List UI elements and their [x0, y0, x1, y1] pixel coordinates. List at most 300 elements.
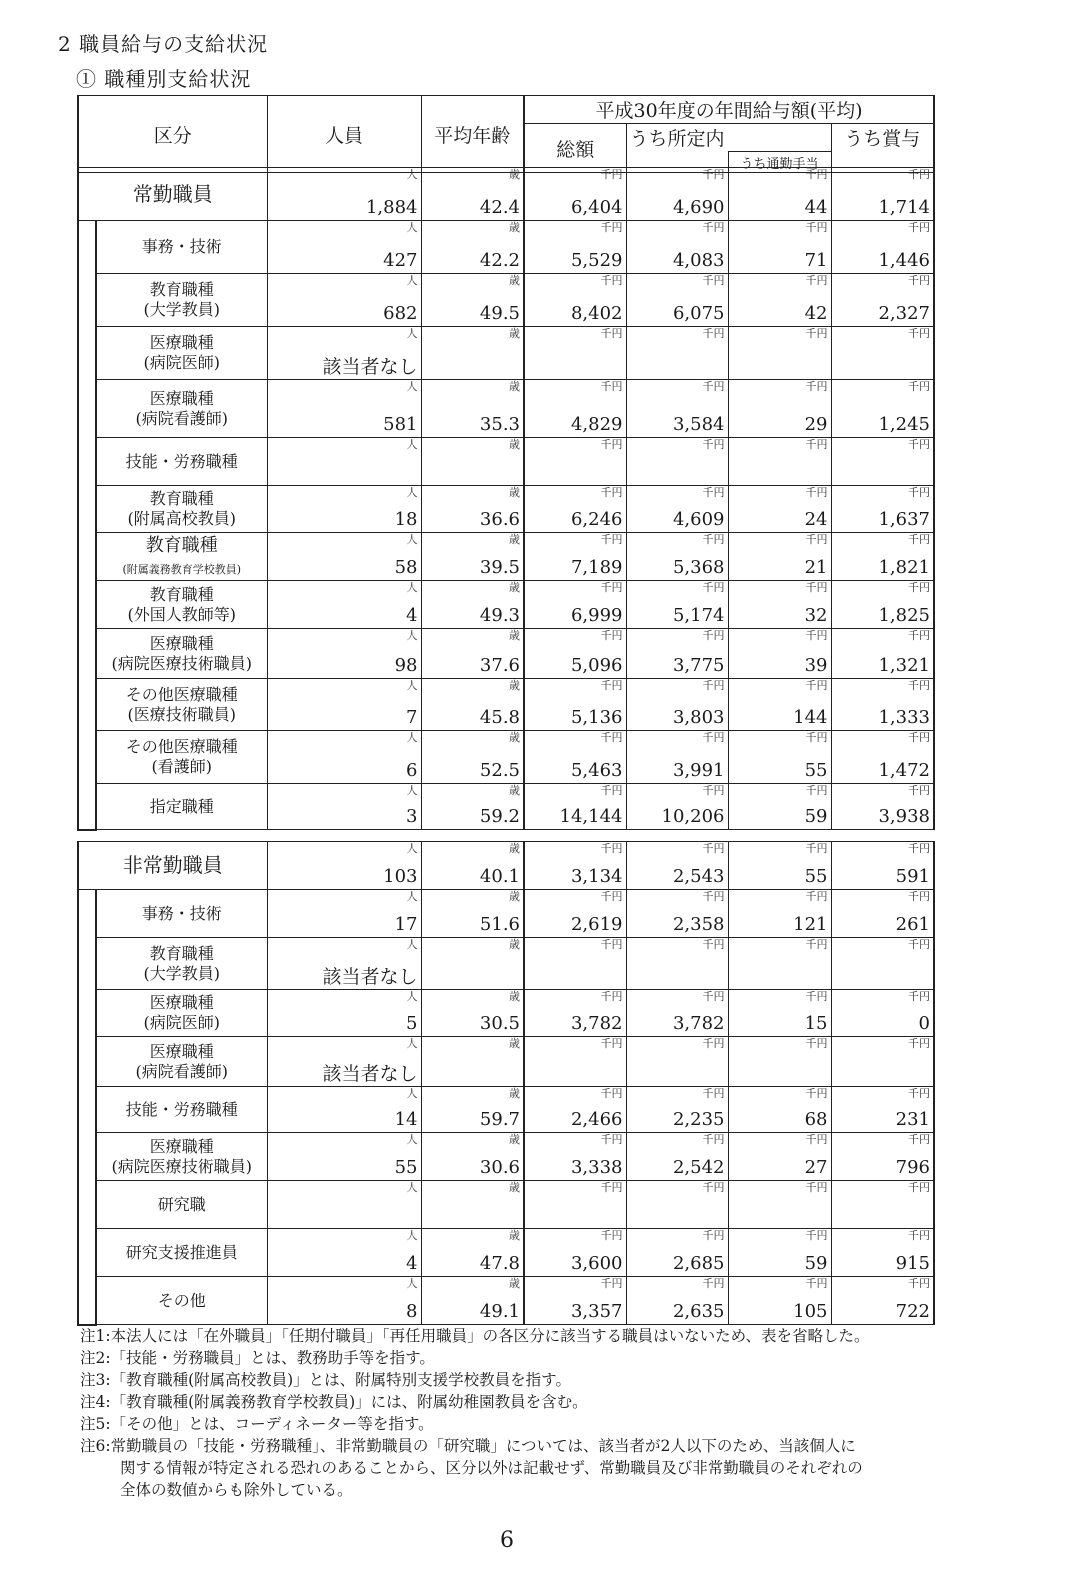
- row-label: 常勤職員: [78, 168, 267, 221]
- unit-label: 千円: [702, 327, 725, 340]
- unit-label: 千円: [702, 679, 725, 692]
- cell-value: 3,803: [672, 707, 725, 728]
- table-row: [78, 438, 934, 486]
- cell-value: 5,136: [570, 707, 623, 728]
- unit-label: 千円: [702, 380, 725, 393]
- table-row: [78, 731, 934, 784]
- cell-value: 2,466: [570, 1109, 623, 1130]
- unit-label: 人: [406, 1087, 418, 1100]
- cell-value: 32: [804, 605, 828, 626]
- unit-label: 歳: [509, 1133, 520, 1146]
- cell-value: 30.5: [479, 1013, 520, 1034]
- row-label: 教育職種 (大学教員): [96, 938, 267, 990]
- cell-value: 40.1: [479, 866, 520, 887]
- cell-value: 2,542: [672, 1157, 725, 1178]
- unit-label: 千円: [600, 438, 623, 451]
- unit-label: 千円: [600, 1133, 623, 1146]
- unit-label: 千円: [805, 679, 828, 692]
- header-total: 総額: [524, 124, 626, 173]
- unit-label: 千円: [908, 1181, 930, 1194]
- unit-label: 千円: [805, 380, 828, 393]
- unit-label: 千円: [805, 1087, 828, 1100]
- cell-value: 39.5: [479, 557, 520, 578]
- unit-label: 千円: [908, 629, 930, 642]
- unit-label: 千円: [702, 221, 725, 234]
- unit-label: 千円: [805, 990, 828, 1003]
- cell-value: 18: [394, 509, 418, 530]
- cell-value: 796: [895, 1157, 930, 1178]
- cell-value: 59: [804, 806, 828, 827]
- cell-value: 24: [804, 509, 828, 530]
- cell-value: 1,821: [878, 557, 930, 578]
- cell-value: 722: [895, 1301, 930, 1322]
- unit-label: 人: [406, 486, 418, 499]
- unit-label: 歳: [509, 581, 520, 594]
- cell-value: 49.3: [479, 605, 520, 626]
- unit-label: 千円: [702, 1087, 725, 1100]
- table-row: [78, 380, 934, 438]
- cell-value: 4,609: [672, 509, 725, 530]
- row-label: 医療職種 (病院医療技術職員): [96, 629, 267, 679]
- unit-label: 千円: [805, 1229, 828, 1242]
- footnote: 注2:「技能・労務職員」とは、教務助手等を指す。: [80, 1349, 435, 1367]
- cell-value: 3,782: [570, 1013, 623, 1034]
- unit-label: 千円: [702, 990, 725, 1003]
- cell-value: 59.7: [479, 1109, 520, 1130]
- cell-value: 2,235: [672, 1109, 725, 1130]
- row-label: 医療職種 (病院看護師): [96, 380, 267, 438]
- row-label: 医療職種 (病院医療技術職員): [96, 1133, 267, 1181]
- unit-label: 千円: [702, 581, 725, 594]
- table-row: [78, 1133, 934, 1181]
- unit-label: 歳: [509, 842, 520, 855]
- unit-label: 人: [406, 842, 418, 855]
- section-title: 2 職員給与の支給状況: [58, 32, 269, 56]
- cell-value: 261: [895, 914, 930, 935]
- cell-value: 8: [406, 1301, 418, 1322]
- footnote: 注3:「教育職種(附属高校教員)」とは、附属特別支援学校教員を指す。: [80, 1371, 571, 1389]
- unit-label: 千円: [600, 221, 623, 234]
- cell-value: 3,584: [672, 414, 725, 435]
- cell-value: 682: [383, 303, 418, 324]
- row-label: 教育職種 (外国人教師等): [96, 581, 267, 629]
- cell-value: 2,619: [570, 914, 623, 935]
- row-label: 非常勤職員: [78, 842, 267, 890]
- unit-label: 千円: [908, 938, 930, 951]
- header-jinin: 人員: [267, 96, 421, 173]
- unit-label: 歳: [509, 438, 520, 451]
- cell-value: 2,635: [672, 1301, 725, 1322]
- cell-value: 3,134: [570, 866, 623, 887]
- table-row: [78, 890, 934, 938]
- unit-label: 千円: [600, 168, 623, 181]
- row-label: 研究支援推進員: [96, 1229, 267, 1277]
- row-label: 教育職種 (大学教員): [96, 274, 267, 327]
- row-label: 事務・技術: [96, 890, 267, 938]
- cell-commute: 44: [804, 197, 828, 218]
- unit-label: 千円: [908, 1037, 930, 1050]
- footnotes: [80, 1325, 869, 1501]
- cell-value: 36.6: [479, 509, 520, 530]
- unit-label: 歳: [509, 486, 520, 499]
- unit-label: 千円: [600, 1037, 623, 1050]
- unit-label: 千円: [702, 629, 725, 642]
- unit-label: 千円: [805, 327, 828, 340]
- unit-label: 千円: [908, 1277, 930, 1290]
- unit-label: 千円: [805, 938, 828, 951]
- unit-label: 千円: [600, 890, 623, 903]
- unit-label: 千円: [908, 784, 930, 797]
- cell-value: 8,402: [570, 303, 623, 324]
- cell-value: 55: [804, 866, 828, 887]
- unit-label: 千円: [600, 938, 623, 951]
- unit-label: 千円: [600, 1181, 623, 1194]
- row-label: その他: [96, 1277, 267, 1325]
- cell-value: 39: [804, 655, 828, 676]
- table-row: [78, 1087, 934, 1133]
- regular-staff-table: [77, 167, 935, 831]
- cell-value: 98: [394, 655, 418, 676]
- unit-label: 千円: [702, 784, 725, 797]
- page-number: 6: [500, 1528, 514, 1553]
- cell-value: 2,327: [878, 303, 930, 324]
- cell-value: 5,529: [570, 250, 623, 271]
- unit-label: 千円: [702, 438, 725, 451]
- unit-label: 千円: [908, 1087, 930, 1100]
- cell-total: 6,404: [570, 197, 623, 218]
- unit-label: 人: [406, 581, 418, 594]
- unit-label: 人: [406, 990, 418, 1003]
- unit-label: 千円: [908, 274, 930, 287]
- unit-label: 人: [406, 784, 418, 797]
- cell-value: 該当者なし: [322, 966, 418, 988]
- unit-label: 千円: [702, 168, 725, 181]
- unit-label: 千円: [600, 629, 623, 642]
- subsection-title: ① 職種別支給状況: [76, 67, 252, 91]
- cell-value: 5,463: [570, 760, 623, 781]
- unit-label: 千円: [702, 1277, 725, 1290]
- table-row: [78, 168, 934, 221]
- unit-label: 千円: [805, 731, 828, 744]
- cell-value: 21: [804, 557, 828, 578]
- cell-value: 3,938: [878, 806, 930, 827]
- cell-value: 915: [895, 1253, 930, 1274]
- unit-label: 千円: [908, 380, 930, 393]
- cell-value: 30.6: [479, 1157, 520, 1178]
- unit-label: 千円: [805, 274, 828, 287]
- table-row: [78, 486, 934, 533]
- unit-label: 千円: [805, 890, 828, 903]
- footnote: 注6:常勤職員の「技能・労務職種」、非常勤職員の「研究職」については、該当者が2人以下のため、当該個人に: [80, 1437, 856, 1455]
- cell-value: 49.5: [479, 303, 520, 324]
- unit-label: 人: [406, 438, 418, 451]
- unit-label: 千円: [908, 731, 930, 744]
- unit-label: 人: [406, 274, 418, 287]
- cell-value: 37.6: [479, 655, 520, 676]
- cell-value: 1,472: [878, 760, 930, 781]
- row-label: その他医療職種 (医療技術職員): [96, 679, 267, 731]
- footnote: 注1:本法人には「在外職員」「任期付職員」「再任用職員」の各区分に該当する職員はいないため、表を省略した。: [80, 1327, 870, 1345]
- unit-label: 千円: [702, 1229, 725, 1242]
- unit-label: 歳: [509, 890, 520, 903]
- unit-label: 千円: [908, 842, 930, 855]
- cell-value: 27: [804, 1157, 828, 1178]
- unit-label: 千円: [805, 784, 828, 797]
- unit-label: 千円: [600, 679, 623, 692]
- row-label: 教育職種 (附属高校教員): [96, 486, 267, 533]
- unit-label: 千円: [908, 890, 930, 903]
- unit-label: 千円: [600, 581, 623, 594]
- table-row: [78, 842, 934, 890]
- header-bonus: うち賞与: [831, 124, 934, 173]
- unit-label: 千円: [702, 890, 725, 903]
- cell-value: 4,829: [570, 414, 623, 435]
- cell-value: 3,338: [570, 1157, 623, 1178]
- cell-value: 1,333: [878, 707, 930, 728]
- unit-label: 千円: [600, 842, 623, 855]
- cell-age: 42.4: [479, 197, 520, 218]
- cell-value: 103: [383, 866, 418, 887]
- cell-value: 7,189: [570, 557, 623, 578]
- cell-value: 6,075: [672, 303, 725, 324]
- unit-label: 千円: [908, 679, 930, 692]
- cell-value: 55: [804, 760, 828, 781]
- cell-value: 2,358: [672, 914, 725, 935]
- table-row: [78, 938, 934, 990]
- table-row: [78, 1229, 934, 1277]
- cell-value: 3,775: [672, 655, 725, 676]
- cell-count: 1,884: [365, 197, 418, 218]
- table-row: [78, 533, 934, 581]
- cell-value: 5: [406, 1013, 418, 1034]
- unit-label: 千円: [600, 1229, 623, 1242]
- cell-value: 5,096: [570, 655, 623, 676]
- cell-value: 1,245: [878, 414, 930, 435]
- unit-label: 人: [406, 890, 418, 903]
- cell-value: 427: [383, 250, 418, 271]
- unit-label: 千円: [908, 221, 930, 234]
- unit-label: 千円: [600, 1277, 623, 1290]
- cell-value: 59.2: [479, 806, 520, 827]
- footnote: 注4:「教育職種(附属義務教育学校教員)」には、附属幼稚園教員を含む。: [80, 1393, 588, 1411]
- footnote: 全体の数値からも除外している。: [120, 1481, 353, 1499]
- unit-label: 歳: [509, 1087, 520, 1100]
- unit-label: 千円: [908, 327, 930, 340]
- unit-label: 歳: [509, 327, 520, 340]
- unit-label: 千円: [805, 1277, 828, 1290]
- cell-value: 51.6: [479, 914, 520, 935]
- cell-value: 42: [804, 303, 828, 324]
- unit-label: 千円: [600, 486, 623, 499]
- row-label: 医療職種 (病院医師): [96, 990, 267, 1037]
- unit-label: 歳: [509, 1181, 520, 1194]
- cell-value: 49.1: [479, 1301, 520, 1322]
- unit-label: 歳: [509, 629, 520, 642]
- unit-label: 歳: [509, 679, 520, 692]
- unit-label: 千円: [908, 438, 930, 451]
- unit-label: 歳: [509, 938, 520, 951]
- row-label: 研究職: [96, 1181, 267, 1229]
- table-row: [78, 629, 934, 679]
- cell-value: 29: [804, 414, 828, 435]
- nonregular-staff-table: [77, 841, 935, 1326]
- row-label: 技能・労務職種: [96, 438, 267, 486]
- cell-value: 581: [383, 414, 418, 435]
- unit-label: 千円: [908, 1229, 930, 1242]
- table-row: [78, 274, 934, 327]
- unit-label: 千円: [600, 990, 623, 1003]
- unit-label: 千円: [805, 1181, 828, 1194]
- unit-label: 千円: [702, 731, 725, 744]
- table-row: [78, 679, 934, 731]
- cell-value: 2,685: [672, 1253, 725, 1274]
- unit-label: 人: [406, 629, 418, 642]
- unit-label: 千円: [600, 1087, 623, 1100]
- unit-label: 千円: [702, 533, 725, 546]
- unit-label: 千円: [805, 486, 828, 499]
- unit-label: 千円: [908, 486, 930, 499]
- cell-value: 144: [793, 707, 828, 728]
- table-row: [78, 581, 934, 629]
- cell-value: 231: [895, 1109, 930, 1130]
- salary-table-header: [77, 95, 935, 173]
- row-label: 技能・労務職種: [96, 1087, 267, 1133]
- row-label: 教育職種 (附属義務教育学校教員): [96, 533, 267, 581]
- unit-label: 千円: [600, 533, 623, 546]
- unit-label: 人: [406, 938, 418, 951]
- unit-label: 千円: [702, 486, 725, 499]
- cell-value: 52.5: [479, 760, 520, 781]
- cell-value: 47.8: [479, 1253, 520, 1274]
- cell-value: 6: [406, 760, 418, 781]
- cell-value: 5,174: [672, 605, 725, 626]
- cell-value: 6,999: [570, 605, 623, 626]
- unit-label: 人: [406, 1277, 418, 1290]
- cell-value: 7: [406, 707, 418, 728]
- unit-label: 千円: [702, 274, 725, 287]
- header-avg-age: 平均年齢: [421, 96, 524, 173]
- table-row: [78, 1181, 934, 1229]
- unit-label: 人: [406, 1133, 418, 1146]
- unit-label: 千円: [805, 438, 828, 451]
- unit-label: 千円: [805, 221, 828, 234]
- table-row: [78, 990, 934, 1037]
- header-kubun: 区分: [78, 96, 267, 173]
- cell-value: 1,446: [878, 250, 930, 271]
- cell-value: 105: [793, 1301, 828, 1322]
- cell-value: 59: [804, 1253, 828, 1274]
- unit-label: 千円: [805, 581, 828, 594]
- cell-value: 591: [895, 866, 930, 887]
- unit-label: 千円: [600, 784, 623, 797]
- unit-label: 歳: [509, 990, 520, 1003]
- cell-value: 1,321: [878, 655, 930, 676]
- cell-value: 2,543: [672, 866, 725, 887]
- cell-value: 1,825: [878, 605, 930, 626]
- row-label: 指定職種: [96, 784, 267, 830]
- row-label: 医療職種 (病院医師): [96, 327, 267, 380]
- unit-label: 千円: [908, 1133, 930, 1146]
- cell-value: 1,637: [878, 509, 930, 530]
- unit-label: 歳: [509, 784, 520, 797]
- unit-label: 千円: [908, 533, 930, 546]
- unit-label: 人: [406, 1181, 418, 1194]
- unit-label: 人: [406, 380, 418, 393]
- table-row: [78, 784, 934, 830]
- cell-value: 68: [804, 1109, 828, 1130]
- cell-value: 42.2: [479, 250, 520, 271]
- unit-label: 千円: [908, 990, 930, 1003]
- unit-label: 千円: [805, 1037, 828, 1050]
- cell-value: 35.3: [479, 414, 520, 435]
- unit-label: 千円: [702, 1133, 725, 1146]
- unit-label: 千円: [702, 842, 725, 855]
- unit-label: 歳: [509, 731, 520, 744]
- cell-value: 17: [394, 914, 418, 935]
- table-row: [78, 1277, 934, 1325]
- cell-value: 3,600: [570, 1253, 623, 1274]
- cell-bonus: 1,714: [878, 197, 930, 218]
- unit-label: 歳: [509, 274, 520, 287]
- unit-label: 歳: [509, 221, 520, 234]
- unit-label: 千円: [805, 1133, 828, 1146]
- cell-value: 3,991: [672, 760, 725, 781]
- unit-label: 千円: [600, 274, 623, 287]
- cell-value: 3,782: [672, 1013, 725, 1034]
- unit-label: 人: [406, 327, 418, 340]
- unit-label: 千円: [702, 1037, 725, 1050]
- cell-value: 121: [793, 914, 828, 935]
- cell-value: 6,246: [570, 509, 623, 530]
- unit-label: 千円: [600, 731, 623, 744]
- cell-value: 4: [406, 1253, 418, 1274]
- unit-label: 人: [406, 533, 418, 546]
- cell-value: 3: [406, 806, 418, 827]
- unit-label: 千円: [600, 327, 623, 340]
- unit-label: 千円: [805, 168, 828, 181]
- cell-value: 55: [394, 1157, 418, 1178]
- table-row: [78, 1037, 934, 1087]
- unit-label: 歳: [509, 1037, 520, 1050]
- unit-label: 歳: [509, 533, 520, 546]
- unit-label: 千円: [702, 1181, 725, 1194]
- cell-value: 0: [918, 1013, 930, 1034]
- unit-label: 千円: [805, 533, 828, 546]
- cell-value: 4: [406, 605, 418, 626]
- unit-label: 人: [406, 731, 418, 744]
- unit-label: 千円: [908, 581, 930, 594]
- cell-value: 15: [804, 1013, 828, 1034]
- unit-label: 歳: [509, 1229, 520, 1242]
- unit-label: 千円: [600, 380, 623, 393]
- cell-value: 14: [394, 1109, 418, 1130]
- unit-label: 千円: [805, 629, 828, 642]
- footnote: 注5:「その他」とは、コーディネーター等を指す。: [80, 1415, 434, 1433]
- cell-value: 10,206: [661, 806, 725, 827]
- cell-value: 71: [804, 250, 828, 271]
- header-annual-salary-group: 平成30年度の年間給与額(平均): [524, 96, 934, 124]
- table-row: [78, 327, 934, 380]
- unit-label: 歳: [509, 380, 520, 393]
- unit-label: 歳: [509, 168, 520, 181]
- unit-label: 千円: [805, 842, 828, 855]
- unit-label: 人: [406, 1037, 418, 1050]
- cell-value: 3,357: [570, 1301, 623, 1322]
- unit-label: 千円: [702, 938, 725, 951]
- unit-label: 人: [406, 221, 418, 234]
- cell-value: 45.8: [479, 707, 520, 728]
- unit-label: 歳: [509, 1277, 520, 1290]
